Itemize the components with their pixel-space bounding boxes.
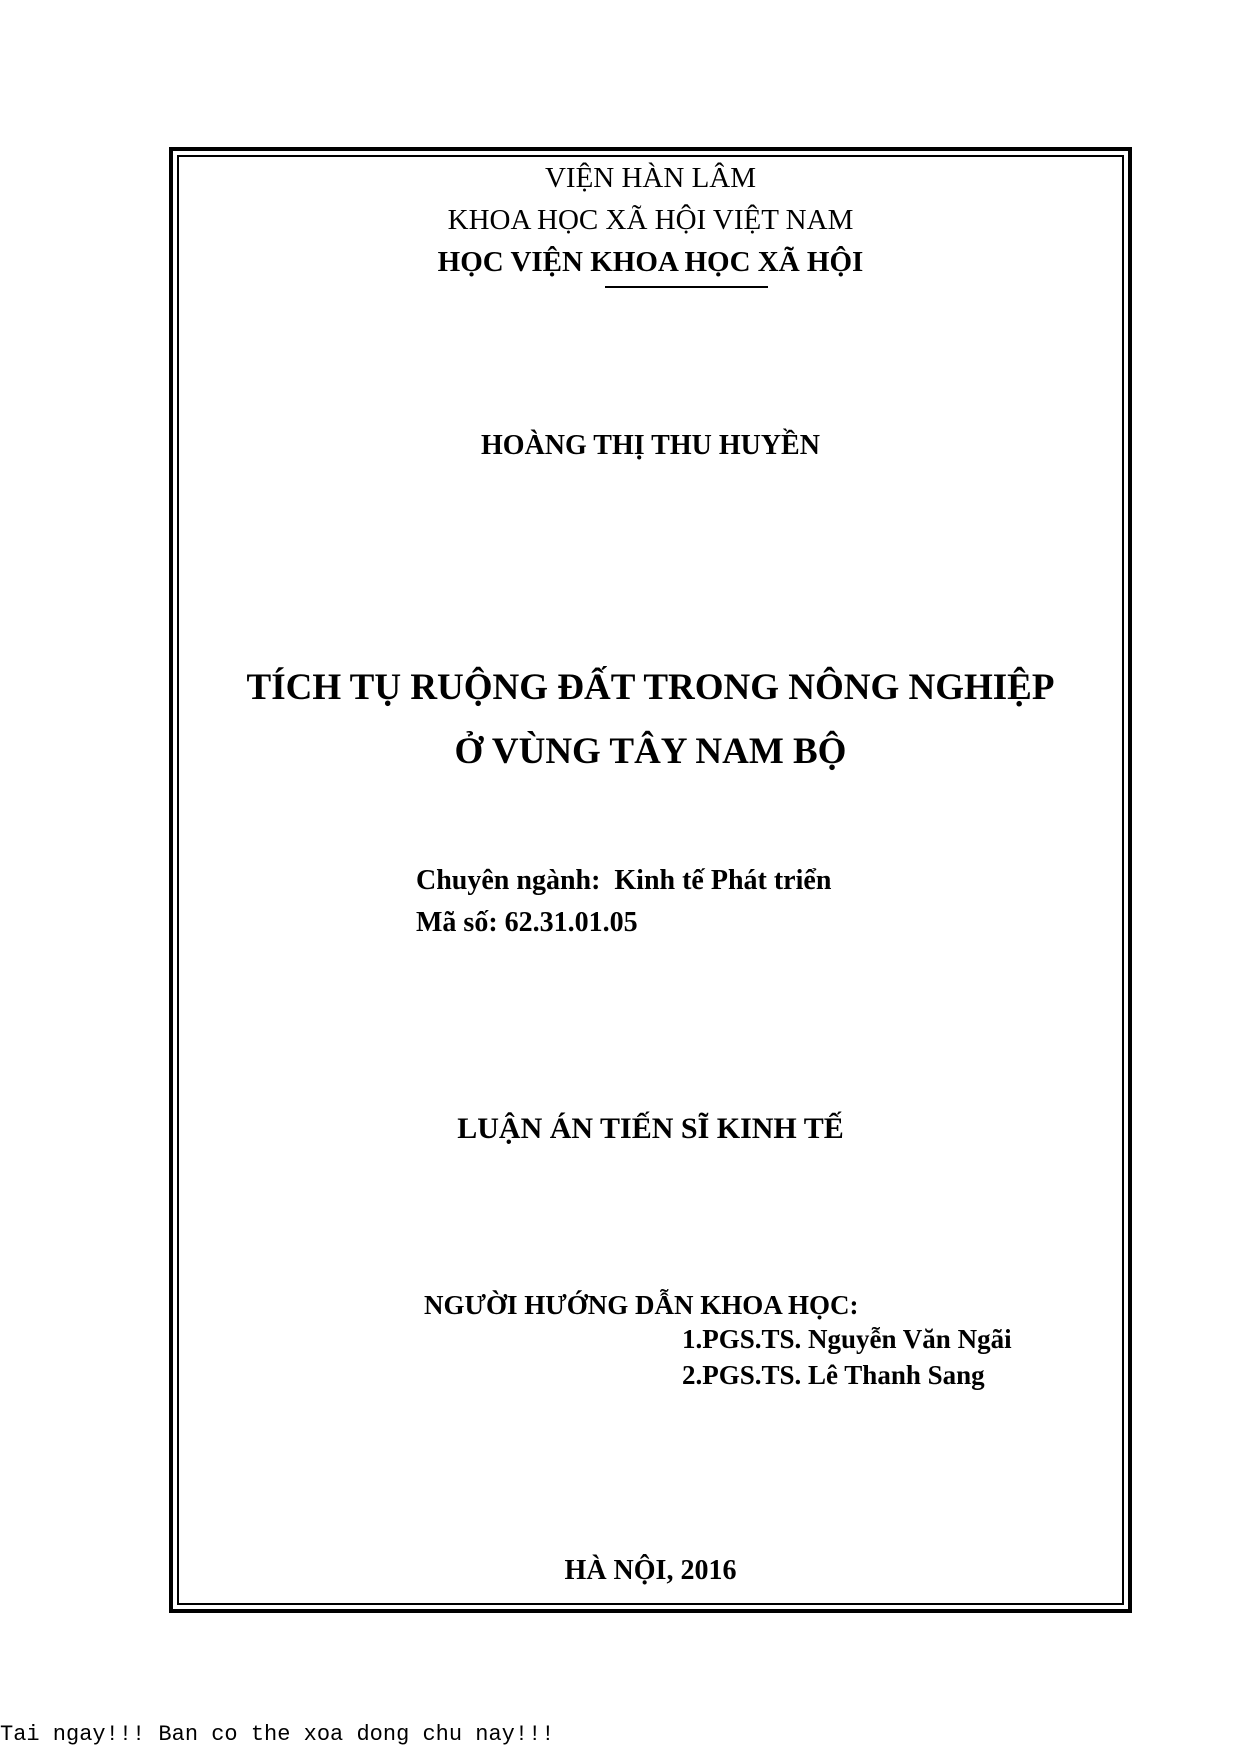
specialization [416,865,831,897]
institution-line-3: HỌC VIỆN KHOA HỌC XÃ HỘI [437,246,864,278]
place-date: HÀ NỘI, 2016 [564,1555,737,1586]
institution-underline [605,286,768,288]
footer-note: Tai ngay!!! Ban co the xoa dong chu nay!!! [0,1722,555,1747]
author-name: HOÀNG THỊ THU HUYỀN [481,430,820,461]
advisor-1: 1.PGS.TS. Nguyễn Văn Ngãi [682,1324,1012,1354]
degree-title: LUẬN ÁN TIẾN SĨ KINH TẾ [457,1112,844,1145]
code-value: 62.31.01.05 [504,907,638,938]
advisors-heading: NGƯỜI HƯỚNG DẪN KHOA HỌC: [424,1290,859,1320]
thesis-title-line-1: TÍCH TỤ RUỘNG ĐẤT TRONG NÔNG NGHIỆP [246,667,1055,708]
specialization-label: Chuyên ngành: [416,865,601,896]
institution-line-2: KHOA HỌC XÃ HỘI VIỆT NAM [447,204,854,236]
thesis-title-line-2: Ở VÙNG TÂY NAM BỘ [454,731,847,772]
specialization-value: Kinh tế Phát triển [614,865,832,896]
code [416,907,638,939]
advisor-2: 2.PGS.TS. Lê Thanh Sang [682,1360,985,1390]
code-label: Mã số: [416,907,498,938]
institution-line-1: VIỆN HÀN LÂM [544,162,757,194]
